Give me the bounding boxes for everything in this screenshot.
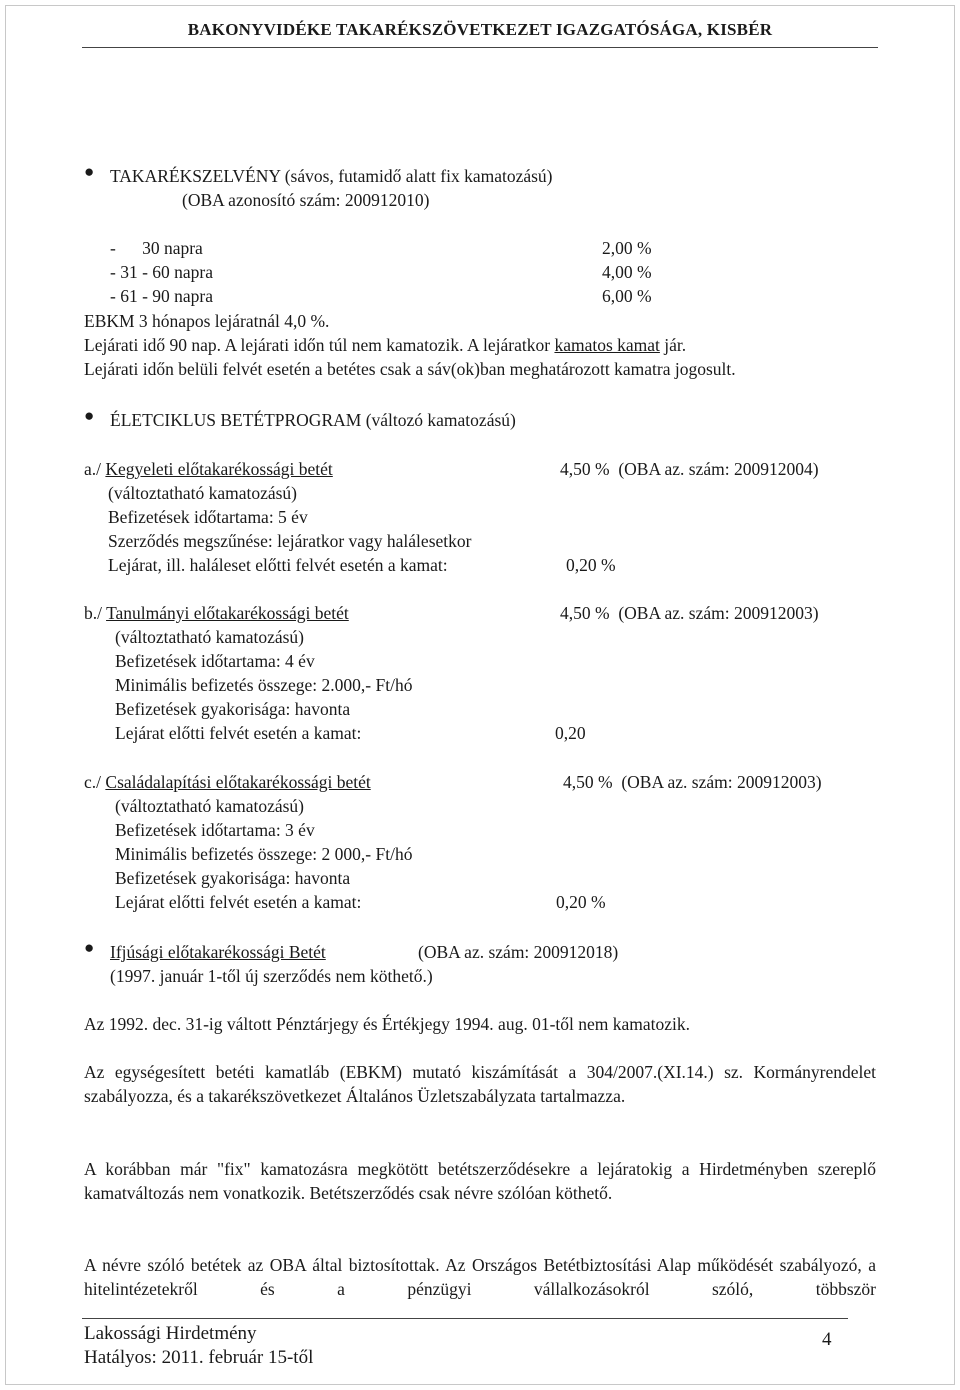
ifjusagi-oba: (OBA az. szám: 200912018) — [418, 942, 619, 962]
early-withdrawal-note: Lejárati időn belüli felvét esetén a betétes csak a sáv(ok)ban meghatározott kamatra jogosult. — [84, 359, 736, 379]
paragraph-oba: A névre szóló betétek az OBA által biztosítottak. Az Országos Betétbiztosítási Alap működését szabályozó, a hitelintézetekről és a pénzügyi vállalkozásokról szóló, többször — [84, 1255, 876, 1299]
item-a-line: Lejárat, ill. haláleset előtti felvét esetén a kamat: — [108, 555, 448, 575]
ifjusagi-name — [110, 940, 326, 964]
item-b-prefix: b./ — [84, 603, 102, 623]
rate-row-term: - 31 - 60 napra — [110, 262, 214, 282]
item-c-prefix: c./ — [84, 772, 102, 792]
maturity-note — [84, 333, 686, 357]
ifjusagi-name-text: Ifjúsági előtakarékossági Betét — [110, 942, 326, 962]
item-b-line: Lejárat előtti felvét esetén a kamat: — [115, 723, 362, 743]
item-a-heading — [84, 457, 333, 481]
item-b-name: Tanulmányi előtakarékossági betét — [106, 603, 349, 623]
footer-document-name: Lakossági Hirdetmény — [84, 1323, 257, 1344]
item-c-early-rate: 0,20 % — [556, 892, 606, 912]
bullet-icon: ● — [84, 162, 95, 181]
item-c-line: Befizetések gyakorisága: havonta — [115, 868, 351, 888]
page-header-title: BAKONYVIDÉKE TAKARÉKSZÖVETKEZET IGAZGATÓSÁGA, KISBÉR — [187, 20, 773, 39]
item-a-line: Szerződés megszűnése: lejáratkor vagy halálesetkor — [108, 531, 472, 551]
rate-row-term: - 30 napra — [110, 238, 203, 258]
rate-row-value: 4,00 % — [602, 262, 652, 282]
item-b-rate-oba: 4,50 % (OBA az. szám: 200912003) — [560, 603, 819, 623]
item-a-early-rate: 0,20 % — [566, 555, 616, 575]
item-a-line: (változtatható kamatozású) — [108, 483, 298, 503]
item-c-rate-oba: 4,50 % (OBA az. szám: 200912003) — [563, 772, 822, 792]
item-a-rate-oba: 4,50 % (OBA az. szám: 200912004) — [560, 459, 819, 479]
item-c-heading — [84, 770, 371, 794]
item-a-prefix: a./ — [84, 459, 102, 479]
eletciklus-title: ÉLETCIKLUS BETÉTPROGRAM — [110, 410, 362, 430]
eletciklus-subtitle: (változó kamatozású) — [365, 410, 516, 430]
item-b-line: Befizetések időtartama: 4 év — [115, 651, 315, 671]
rate-row-value: 2,00 % — [602, 238, 652, 258]
paragraph-fix-kamatozas: A korábban már "fix" kamatozásra megkötött betétszerződésekre a lejáratokig a Hirdetményben szereplő kamatváltozás nem vonatkozik. Betétszerződés csak névre szólóan köthető. — [84, 1159, 876, 1203]
takarekszelveny-heading — [110, 164, 553, 188]
item-c-name: Családalapítási előtakarékossági betét — [105, 772, 371, 792]
bullet-icon: ● — [84, 938, 95, 957]
bullet-icon: ● — [84, 406, 95, 425]
footer-effective-date: Hatályos: 2011. február 15-től — [84, 1347, 314, 1368]
item-b-early-rate: 0,20 — [555, 723, 586, 743]
item-b-line: Befizetések gyakorisága: havonta — [115, 699, 351, 719]
item-c-line: Minimális befizetés összege: 2 000,- Ft/hó — [115, 844, 413, 864]
item-b-line: (változtatható kamatozású) — [115, 627, 305, 647]
item-c-line: Lejárat előtti felvét esetén a kamat: — [115, 892, 362, 912]
header-rule — [82, 47, 878, 48]
paragraph-ebkm: Az egységesített betéti kamatláb (EBKM) mutató kiszámítását a 304/2007.(XI.14.) sz. Kormányrendelet szabályozza, és a takarékszövetkezet Általános Üzletszabályzata tartalmazza. — [84, 1062, 876, 1106]
item-a-name: Kegyeleti előtakarékossági betét — [105, 459, 333, 479]
item-b-line: Minimális befizetés összege: 2.000,- Ft/hó — [115, 675, 413, 695]
kamatos-kamat-link: kamatos kamat — [554, 335, 660, 355]
item-a-line: Befizetések időtartama: 5 év — [108, 507, 308, 527]
ebkm-line: EBKM 3 hónapos lejáratnál 4,0 %. — [84, 311, 330, 331]
takarekszelveny-title: TAKARÉKSZELVÉNY — [110, 166, 281, 186]
ifjusagi-note: (1997. január 1-től új szerződés nem köthető.) — [110, 966, 433, 986]
takarekszelveny-oba: (OBA azonosító szám: 200912010) — [182, 190, 430, 210]
maturity-note-text: Lejárati idő 90 nap. A lejárati időn túl nem kamatozik. A lejáratkor — [84, 335, 555, 355]
item-c-line: (változtatható kamatozású) — [115, 796, 305, 816]
rate-row-term: - 61 - 90 napra — [110, 286, 214, 306]
rate-row-value: 6,00 % — [602, 286, 652, 306]
item-b-heading — [84, 601, 349, 625]
takarekszelveny-subtitle: (sávos, futamidő alatt fix kamatozású) — [284, 166, 553, 186]
page-number: 4 — [822, 1329, 832, 1350]
footer-rule — [82, 1318, 848, 1319]
paragraph-penztarjegy: Az 1992. dec. 31-ig váltott Pénztárjegy és Értékjegy 1994. aug. 01-től nem kamatozik. — [84, 1014, 691, 1034]
item-c-line: Befizetések időtartama: 3 év — [115, 820, 315, 840]
maturity-note-end: jár. — [659, 335, 687, 355]
eletciklus-heading — [110, 408, 516, 432]
